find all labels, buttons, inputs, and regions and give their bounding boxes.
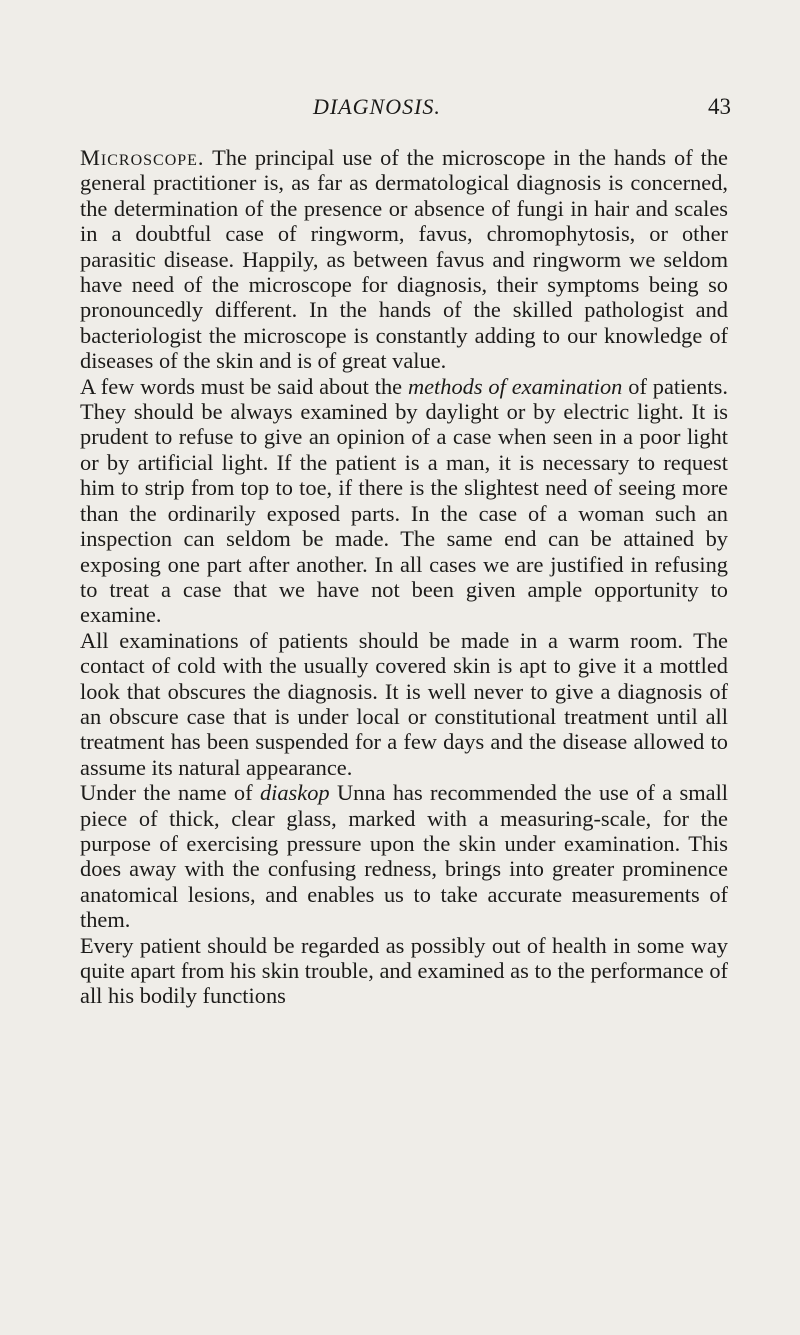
running-head-title: DIAGNOSIS. [313,94,441,119]
body-text [80,145,728,1009]
paragraph-text-before: A few words must be said about the [80,373,408,399]
paragraph-text-after: Unna has recommended the use of a small piece of thick, clear glass, marked with a measuring-scale, for the purpose of exercising pressure upon the skin under examination. This does away with the confusing redness, brings into greater prominence anatomical lesions, and enables us to take accurate measurements of them. [80,780,729,933]
paragraph-warm-room [80,628,728,780]
page-number: 43 [708,94,731,119]
running-head [0,94,800,124]
paragraph-text: All examinations of patients should be made in a warm room. The contact of cold with the usually covered skin is apt to give it a mottled look that obscures the diagnosis. It is well never to give a diagnosis of an obscure case that is under local or constitutional treatment until all treatment has been suspended for a few days and the disease allowed to assume its natural appearance. [80,627,728,780]
paragraph-text-before: Under the name of [80,780,260,806]
paragraph-text-after: of patients. They should be always examined by daylight or by electric light. It is prudent to refuse to give an opinion of a case when seen in a poor light or by artificial light. If the patient is a man, it is necessary to request him to strip from top to toe, if there is the slightest need of seeing more than the ordinarily exposed parts. In the case of a woman such an inspection can seldom be made. The same end can be attained by exposing one part after another. In all cases we are justified in refusing to treat a case that we have not been given ample opportunity to examine. [80,373,728,628]
paragraph-text: Every patient should be regarded as possibly out of health in some way quite apart from his skin trouble, and examined as to the performance of all his bodily functions [80,932,728,1009]
emphasis-diaskop: diaskop [259,780,330,806]
paragraph-methods [80,374,728,628]
paragraph-microscope [80,145,728,374]
section-lead: Microscope. [80,145,205,170]
emphasis-methods-of-examination: methods of examination [407,373,623,399]
paragraph-text: The principal use of the microscope in the hands of the general practitioner is, as far as dermatological diagnosis is concerned, the determination of the presence or absence of fungi in hair and scales in a doubtful case of ringworm, favus, chromophytosis, or other parasitic disease. Happily, as between favus and ringworm we seldom have need of the microscope for diagnosis, their symptoms being so pronouncedly different. In the hands of the skilled pathologist and bacteriologist the microscope is constantly adding to our knowledge of diseases of the skin and is of great value. [80,145,728,374]
paragraph-diaskop [80,780,728,932]
paragraph-every-patient [80,933,728,1009]
